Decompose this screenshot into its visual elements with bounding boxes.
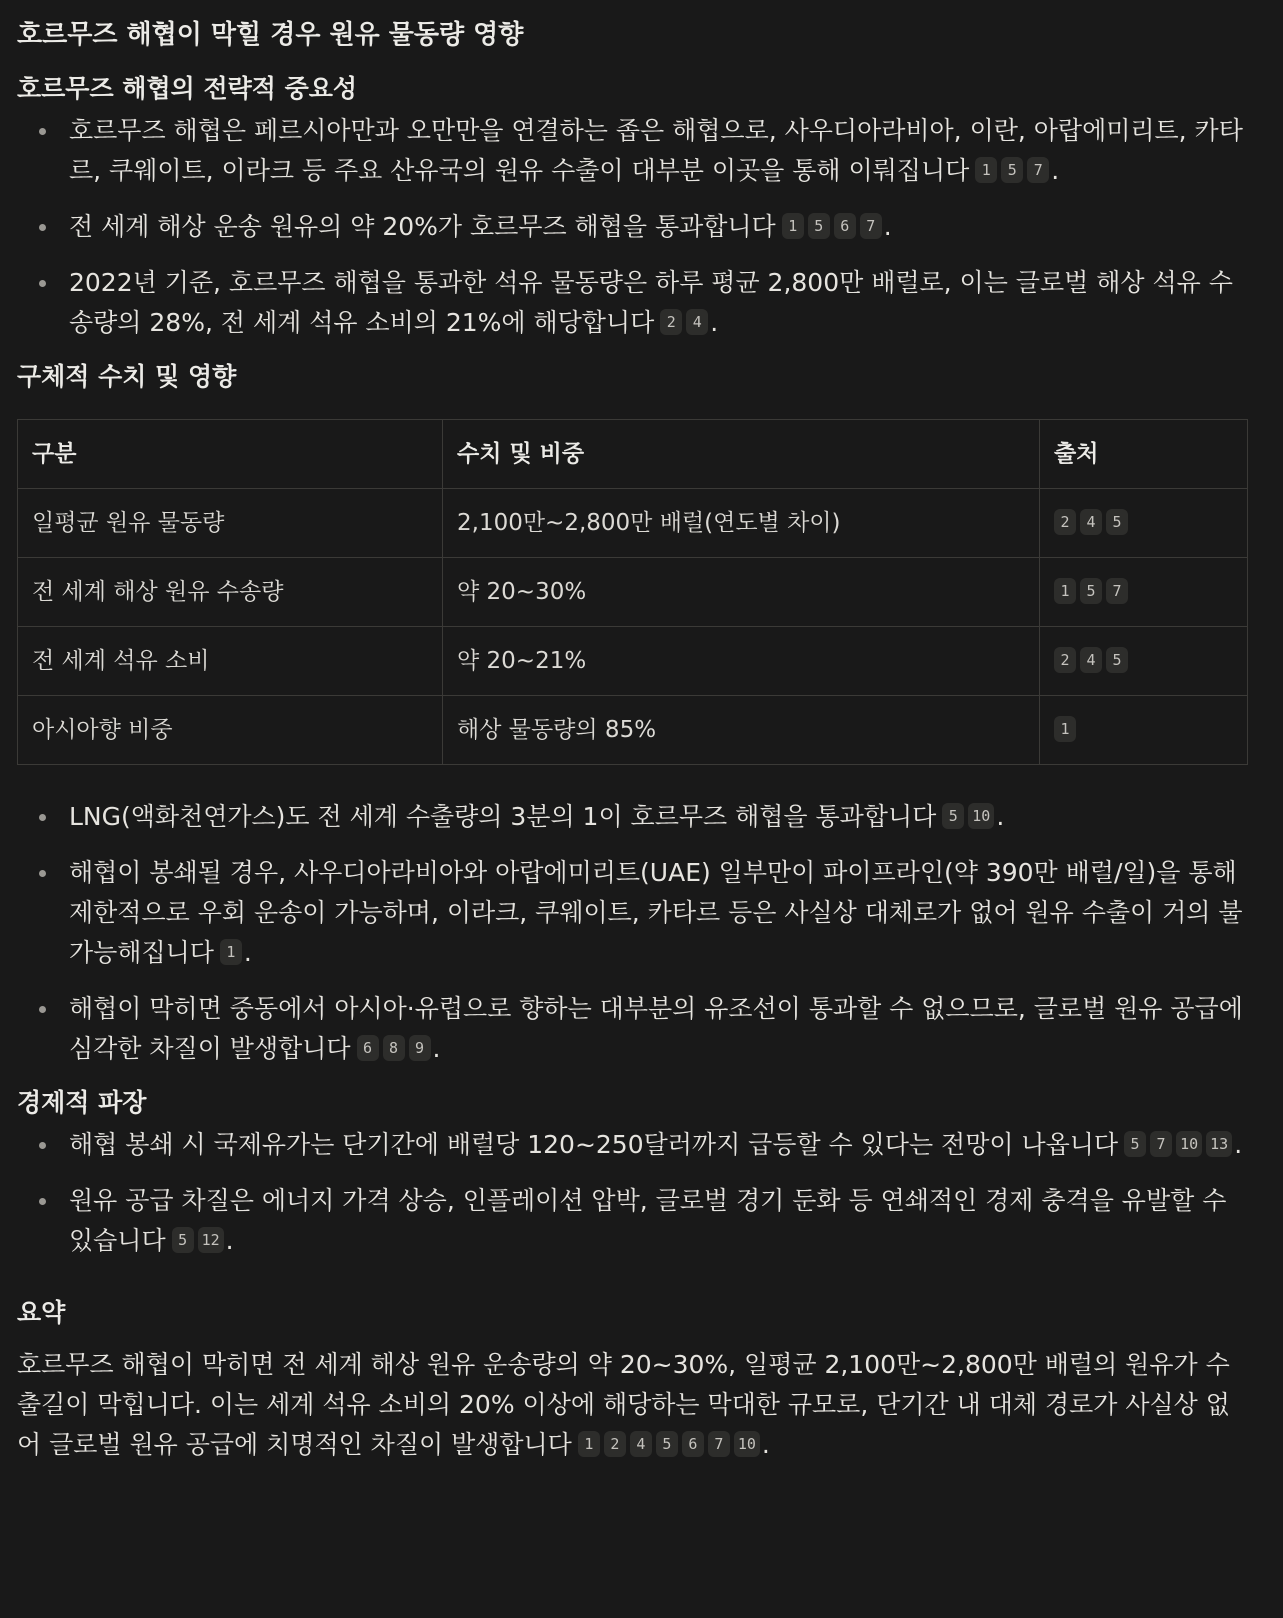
- figures-table: [17, 419, 1248, 765]
- table-header-row: [18, 420, 1248, 489]
- answer-page: [0, 15, 1283, 1465]
- citation-chip[interactable]: 7: [1150, 1131, 1172, 1157]
- list-item-text: 원유 공급 차질은 에너지 가격 상승, 인플레이션 압박, 글로벌 경기 둔화 등 연쇄적인 경제 충격을 유발할 수 있습니다: [69, 1186, 1227, 1255]
- table-row: [18, 627, 1248, 696]
- citation-chip[interactable]: 5: [1124, 1131, 1146, 1157]
- table-row: [18, 558, 1248, 627]
- citation-chip[interactable]: 5: [808, 213, 830, 239]
- citation-chip[interactable]: 1: [220, 939, 242, 965]
- row-source-cell: [1040, 489, 1248, 558]
- citation-chip[interactable]: 1: [782, 213, 804, 239]
- row-label-cell: 일평균 원유 물동량: [18, 489, 443, 558]
- row-value-cell: 2,100만~2,800만 배럴(연도별 차이): [443, 489, 1040, 558]
- citation-group: [1054, 716, 1076, 742]
- section-heading-strategic-importance: 호르무즈 해협의 전략적 중요성: [17, 74, 358, 103]
- table-body: [18, 489, 1248, 765]
- list-item-text: 해협이 막히면 중동에서 아시아·유럽으로 향하는 대부분의 유조선이 통과할 수 없으므로, 글로벌 원유 공급에 심각한 차질이 발생합니다: [69, 994, 1243, 1063]
- list-item: 전 세계 해상 운송 원유의 약 20%가 호르무즈 해협을 통과합니다 1 5 6 7 .: [17, 207, 1253, 247]
- citation-chip[interactable]: 2: [1054, 509, 1076, 535]
- citation-group: [1054, 509, 1128, 535]
- citation-chip[interactable]: 1: [1054, 578, 1076, 604]
- citation-chip[interactable]: 13: [1206, 1131, 1232, 1157]
- citation-chip[interactable]: 5: [1001, 157, 1023, 183]
- list-item: 호르무즈 해협은 페르시아만과 오만만을 연결하는 좁은 해협으로, 사우디아라비아, 이란, 아랍에미리트, 카타르, 쿠웨이트, 이라크 등 주요 산유국의 원유 수출이 대부분 이곳을 통해 이뤄집니다 1 5 7 .: [17, 111, 1253, 191]
- row-label-cell: 전 세계 해상 원유 수송량: [18, 558, 443, 627]
- citation-chip[interactable]: 4: [630, 1431, 652, 1457]
- citation-chip[interactable]: 7: [708, 1431, 730, 1457]
- row-label-cell: 전 세계 석유 소비: [18, 627, 443, 696]
- citation-group: [1054, 647, 1128, 673]
- citation-chip[interactable]: 4: [1080, 647, 1102, 673]
- row-value-cell: 약 20~21%: [443, 627, 1040, 696]
- citation-chip[interactable]: 2: [604, 1431, 626, 1457]
- citation-chip[interactable]: 4: [1080, 509, 1102, 535]
- list-item-text: 해협이 봉쇄될 경우, 사우디아라비아와 아랍에미리트(UAE) 일부만이 파이프라인(약 390만 배럴/일)을 통해 제한적으로 우회 운송이 가능하며, 이라크, 쿠웨이트, 카타르 등은 사실상 대체로가 없어 원유 수출이 거의 불가능해집니다: [69, 858, 1243, 967]
- citation-chip[interactable]: 5: [1106, 509, 1128, 535]
- row-value-cell: 약 20~30%: [443, 558, 1040, 627]
- list-item: 해협이 막히면 중동에서 아시아·유럽으로 향하는 대부분의 유조선이 통과할 수 없으므로, 글로벌 원유 공급에 심각한 차질이 발생합니다 6 8 9 .: [17, 989, 1253, 1069]
- citation-chip[interactable]: 6: [834, 213, 856, 239]
- citation-group: [660, 309, 708, 335]
- citation-group: [975, 157, 1049, 183]
- column-header-value: 수치 및 비중: [443, 420, 1040, 489]
- page-title: 호르무즈 해협이 막힐 경우 원유 물동량 영향: [17, 20, 524, 50]
- citation-chip[interactable]: 6: [357, 1035, 379, 1061]
- summary-paragraph: 호르무즈 해협이 막히면 전 세계 해상 원유 운송량의 약 20~30%, 일평균 2,100만~2,800만 배럴의 원유가 수출길이 막힙니다. 이는 세계 석유 소비의 20% 이상에 해당하는 막대한 규모로, 단기간 내 대체 경로가 사실상 없어 글로벌 원유 공급에 치명적인 차질이 발생합니다 1 2 4 5 6 7 10 .: [17, 1350, 1230, 1459]
- list-item-text: 해협 봉쇄 시 국제유가는 단기간에 배럴당 120~250달러까지 급등할 수 있다는 전망이 나옵니다: [69, 1130, 1119, 1159]
- table-row: [18, 696, 1248, 765]
- summary-text: 호르무즈 해협이 막히면 전 세계 해상 원유 운송량의 약 20~30%, 일평균 2,100만~2,800만 배럴의 원유가 수출길이 막힙니다. 이는 세계 석유 소비의 20% 이상에 해당하는 막대한 규모로, 단기간 내 대체 경로가 사실상 없어 글로벌 원유 공급에 치명적인 차질이 발생합니다: [17, 1350, 1230, 1459]
- citation-group: [1124, 1131, 1232, 1157]
- citation-chip[interactable]: 5: [942, 803, 964, 829]
- citation-chip[interactable]: 4: [686, 309, 708, 335]
- citation-group: [578, 1431, 760, 1457]
- list-item: LNG(액화천연가스)도 전 세계 수출량의 3분의 1이 호르무즈 해협을 통과합니다 5 10 .: [17, 797, 1253, 837]
- section-heading-economic-impact: 경제적 파장: [17, 1088, 147, 1117]
- section-heading-figures: 구체적 수치 및 영향: [17, 362, 237, 391]
- citation-chip[interactable]: 6: [682, 1431, 704, 1457]
- bullet-list: [17, 1125, 1253, 1261]
- citation-chip[interactable]: 12: [198, 1227, 224, 1253]
- citation-group: [1054, 578, 1128, 604]
- row-source-cell: [1040, 558, 1248, 627]
- citation-chip[interactable]: 1: [1054, 716, 1076, 742]
- citation-chip[interactable]: 5: [1080, 578, 1102, 604]
- citation-group: [942, 803, 994, 829]
- row-source-cell: [1040, 696, 1248, 765]
- list-item: 해협 봉쇄 시 국제유가는 단기간에 배럴당 120~250달러까지 급등할 수 있다는 전망이 나옵니다 5 7 10 13 .: [17, 1125, 1253, 1165]
- citation-group: [172, 1227, 224, 1253]
- citation-chip[interactable]: 10: [968, 803, 994, 829]
- column-header-category: 구분: [18, 420, 443, 489]
- citation-group: [357, 1035, 431, 1061]
- citation-chip[interactable]: 7: [860, 213, 882, 239]
- citation-chip[interactable]: 7: [1106, 578, 1128, 604]
- citation-chip[interactable]: 7: [1027, 157, 1049, 183]
- column-header-source: 출처: [1040, 420, 1248, 489]
- list-item-text: LNG(액화천연가스)도 전 세계 수출량의 3분의 1이 호르무즈 해협을 통과합니다: [69, 802, 937, 831]
- list-item: 해협이 봉쇄될 경우, 사우디아라비아와 아랍에미리트(UAE) 일부만이 파이프라인(약 390만 배럴/일)을 통해 제한적으로 우회 운송이 가능하며, 이라크, 쿠웨이트, 카타르 등은 사실상 대체로가 없어 원유 수출이 거의 불가능해집니다 1 .: [17, 853, 1253, 973]
- citation-chip[interactable]: 5: [172, 1227, 194, 1253]
- bullet-list: [17, 797, 1253, 1069]
- citation-chip[interactable]: 2: [660, 309, 682, 335]
- citation-chip[interactable]: 8: [383, 1035, 405, 1061]
- list-item-text: 2022년 기준, 호르무즈 해협을 통과한 석유 물동량은 하루 평균 2,800만 배럴로, 이는 글로벌 해상 석유 수송량의 28%, 전 세계 석유 소비의 21%에 해당합니다: [69, 268, 1233, 337]
- row-source-cell: [1040, 627, 1248, 696]
- list-item: 원유 공급 차질은 에너지 가격 상승, 인플레이션 압박, 글로벌 경기 둔화 등 연쇄적인 경제 충격을 유발할 수 있습니다 5 12 .: [17, 1181, 1253, 1261]
- citation-chip[interactable]: 5: [1106, 647, 1128, 673]
- citation-chip[interactable]: 5: [656, 1431, 678, 1457]
- section-heading-summary: 요약: [17, 1298, 66, 1327]
- list-item-text: 전 세계 해상 운송 원유의 약 20%가 호르무즈 해협을 통과합니다: [69, 212, 776, 241]
- bullet-list: [17, 111, 1253, 343]
- table-row: [18, 489, 1248, 558]
- citation-group: [782, 213, 882, 239]
- list-item: 2022년 기준, 호르무즈 해협을 통과한 석유 물동량은 하루 평균 2,800만 배럴로, 이는 글로벌 해상 석유 수송량의 28%, 전 세계 석유 소비의 21%에 해당합니다 2 4 .: [17, 263, 1253, 343]
- citation-chip[interactable]: 2: [1054, 647, 1076, 673]
- citation-group: [220, 939, 242, 965]
- citation-chip[interactable]: 1: [975, 157, 997, 183]
- citation-chip[interactable]: 10: [734, 1431, 760, 1457]
- citation-chip[interactable]: 10: [1176, 1131, 1202, 1157]
- row-label-cell: 아시아향 비중: [18, 696, 443, 765]
- citation-chip[interactable]: 1: [578, 1431, 600, 1457]
- citation-chip[interactable]: 9: [409, 1035, 431, 1061]
- list-item-text: 호르무즈 해협은 페르시아만과 오만만을 연결하는 좁은 해협으로, 사우디아라비아, 이란, 아랍에미리트, 카타르, 쿠웨이트, 이라크 등 주요 산유국의 원유 수출이 대부분 이곳을 통해 이뤄집니다: [69, 116, 1243, 185]
- row-value-cell: 해상 물동량의 85%: [443, 696, 1040, 765]
